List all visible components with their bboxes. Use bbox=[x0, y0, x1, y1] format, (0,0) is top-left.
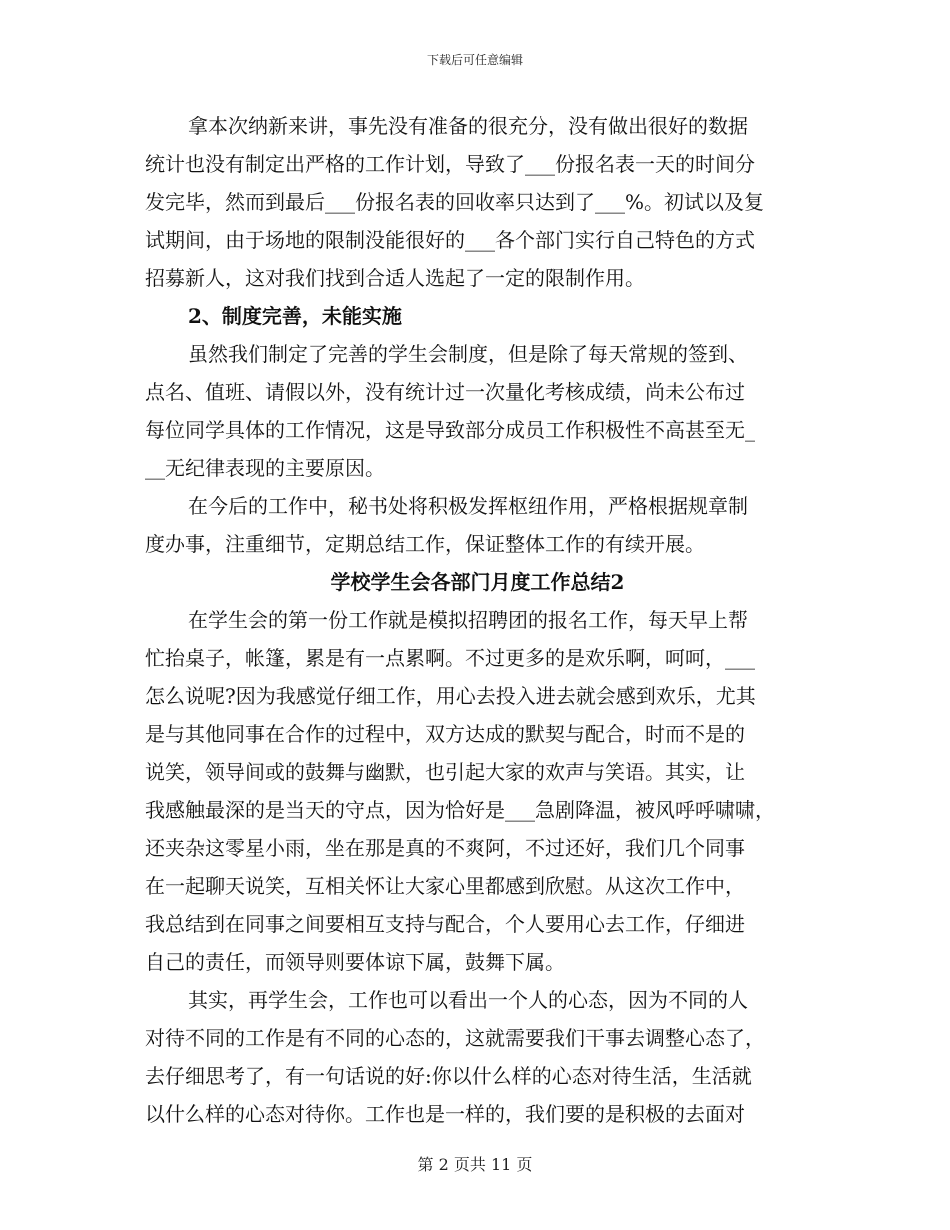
page-number: 第 2 页共 11 页 bbox=[417, 1155, 533, 1174]
text-line: 以什么样的心态对待你。工作也是一样的，我们要的是积极的去面对 bbox=[145, 1102, 745, 1126]
text-line: 怎么说呢?因为我感觉仔细工作，用心去投入进去就会感到欢乐，尤其 bbox=[145, 684, 756, 708]
text-line: 统计也没有制定出严格的工作计划，导致了___份报名表一天的时间分 bbox=[145, 152, 755, 176]
text-line: 是与其他同事在合作的过程中，双方达成的默契与配合，时而不是的 bbox=[145, 722, 745, 746]
document-body bbox=[145, 107, 810, 1133]
text-line: 自己的责任，而领导则要体谅下属，鼓舞下属。 bbox=[145, 950, 565, 974]
text-line: 我感触最深的是当天的守点，因为恰好是___急剧降温，被风呼呼啸啸， bbox=[145, 798, 775, 822]
text-line: 点名、值班、请假以外，没有统计过一次量化考核成绩，尚未公布过 bbox=[145, 380, 745, 404]
text-line: 试期间，由于场地的限制没能很好的___各个部门实行自己特色的方式 bbox=[145, 228, 755, 252]
text-line: 在今后的工作中，秘书处将积极发挥枢纽作用，严格根据规章制 bbox=[188, 494, 748, 518]
section-title: 学校学生会各部门月度工作总结2 bbox=[330, 570, 625, 594]
text-line: 拿本次纳新来讲，事先没有准备的很充分，没有做出很好的数据 bbox=[188, 114, 748, 138]
text-line: __无纪律表现的主要原因。 bbox=[145, 456, 385, 480]
text-line: 忙抬桌子，帐篷，累是有一点累啊。不过更多的是欢乐啊，呵呵，___ bbox=[145, 646, 755, 670]
text-line: 每位同学具体的工作情况，这是导致部分成员工作积极性不高甚至无_ bbox=[145, 418, 755, 442]
text-line: 去仔细思考了，有一句话说的好:你以什么样的心态对待生活，生活就 bbox=[145, 1064, 752, 1088]
text-line: 我总结到在同事之间要相互支持与配合，个人要用心去工作，仔细进 bbox=[145, 912, 745, 936]
text-line: 在一起聊天说笑，互相关怀让大家心里都感到欣慰。从这次工作中， bbox=[145, 874, 745, 898]
text-line: 说笑，领导间或的鼓舞与幽默，也引起大家的欢声与笑语。其实，让 bbox=[145, 760, 745, 784]
text-line: 发完毕，然而到最后___份报名表的回收率只达到了___%。初试以及复 bbox=[145, 190, 765, 214]
subsection-heading: 2、制度完善，未能实施 bbox=[188, 304, 402, 328]
text-line: 虽然我们制定了完善的学生会制度，但是除了每天常规的签到、 bbox=[188, 342, 748, 366]
text-line: 度办事，注重细节，定期总结工作，保证整体工作的有续开展。 bbox=[145, 532, 705, 556]
text-line: 还夹杂这零星小雨，坐在那是真的不爽阿，不过还好，我们几个同事 bbox=[145, 836, 745, 860]
text-line: 招募新人，这对我们找到合适人选起了一定的限制作用。 bbox=[145, 266, 645, 290]
text-line: 对待不同的工作是有不同的心态的，这就需要我们干事去调整心态了， bbox=[145, 1026, 765, 1050]
text-line: 其实，再学生会，工作也可以看出一个人的心态，因为不同的人 bbox=[188, 988, 748, 1012]
text-line: 在学生会的第一份工作就是模拟招聘团的报名工作，每天早上帮 bbox=[188, 608, 748, 632]
page-header: 下载后可任意编辑 bbox=[426, 53, 523, 67]
